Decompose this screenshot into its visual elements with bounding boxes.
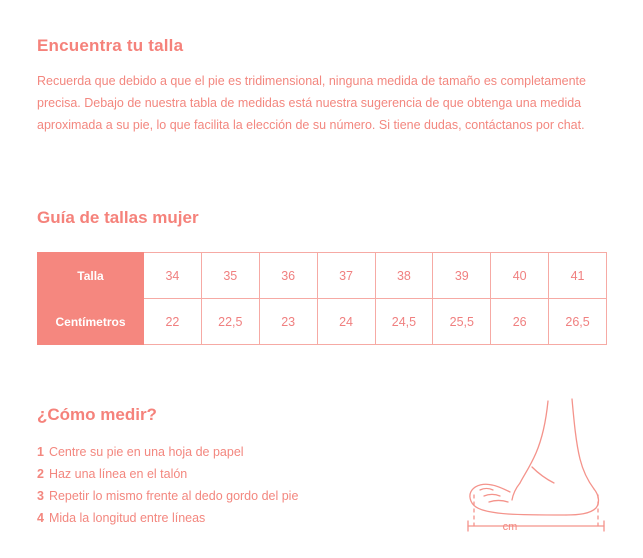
cell-cm-36: 23 bbox=[259, 299, 317, 345]
cell-talla-39: 39 bbox=[433, 253, 491, 299]
cell-cm-39: 25,5 bbox=[433, 299, 491, 345]
table-row bbox=[38, 299, 607, 345]
step-number: 3 bbox=[37, 489, 44, 503]
step-text: Haz una línea en el talón bbox=[48, 467, 188, 481]
cell-talla-35: 35 bbox=[201, 253, 259, 299]
unit-label: cm bbox=[502, 521, 518, 533]
cell-cm-34: 22 bbox=[144, 299, 202, 345]
cell-cm-41: 26,5 bbox=[549, 299, 607, 345]
size-table bbox=[37, 252, 607, 345]
measure-steps-list bbox=[37, 441, 417, 529]
step-number: 2 bbox=[37, 467, 44, 481]
page-title: Encuentra tu talla bbox=[37, 36, 184, 55]
intro-paragraph: Recuerda que debido a que el pie es tridimensional, ninguna medida de tamaño es completamente precisa. Debajo de nuestra tabla de medidas está nuestra sugerencia de que obtenga una medida aproximada a su pie, lo que facilita la elección de su número. Si tiene dudas, contáctanos por chat. bbox=[37, 74, 586, 132]
list-item bbox=[37, 441, 417, 463]
cell-cm-37: 24 bbox=[317, 299, 375, 345]
cell-talla-36: 36 bbox=[259, 253, 317, 299]
list-item bbox=[37, 463, 417, 485]
row-header-talla: Talla bbox=[38, 253, 144, 299]
list-item bbox=[37, 485, 417, 507]
list-item bbox=[37, 507, 417, 529]
cell-cm-35: 22,5 bbox=[201, 299, 259, 345]
how-to-measure-title: ¿Cómo medir? bbox=[37, 405, 157, 424]
table-row bbox=[38, 253, 607, 299]
step-number: 4 bbox=[37, 511, 44, 525]
size-guide-title: Guía de tallas mujer bbox=[37, 208, 199, 227]
cell-talla-37: 37 bbox=[317, 253, 375, 299]
cell-talla-41: 41 bbox=[549, 253, 607, 299]
row-header-centimetros: Centímetros bbox=[38, 299, 144, 345]
cell-cm-40: 26 bbox=[491, 299, 549, 345]
size-table-wrapper bbox=[37, 252, 607, 345]
cell-talla-38: 38 bbox=[375, 253, 433, 299]
step-text: Mida la longitud entre líneas bbox=[48, 511, 206, 525]
step-text: Centre su pie en una hoja de papel bbox=[48, 445, 244, 459]
cell-cm-38: 24,5 bbox=[375, 299, 433, 345]
foot-measure-illustration-icon bbox=[420, 395, 630, 540]
intro-section bbox=[37, 36, 597, 136]
cell-talla-40: 40 bbox=[491, 253, 549, 299]
step-number: 1 bbox=[37, 445, 44, 459]
step-text: Repetir lo mismo frente al dedo gordo del pie bbox=[48, 489, 299, 503]
cell-talla-34: 34 bbox=[144, 253, 202, 299]
